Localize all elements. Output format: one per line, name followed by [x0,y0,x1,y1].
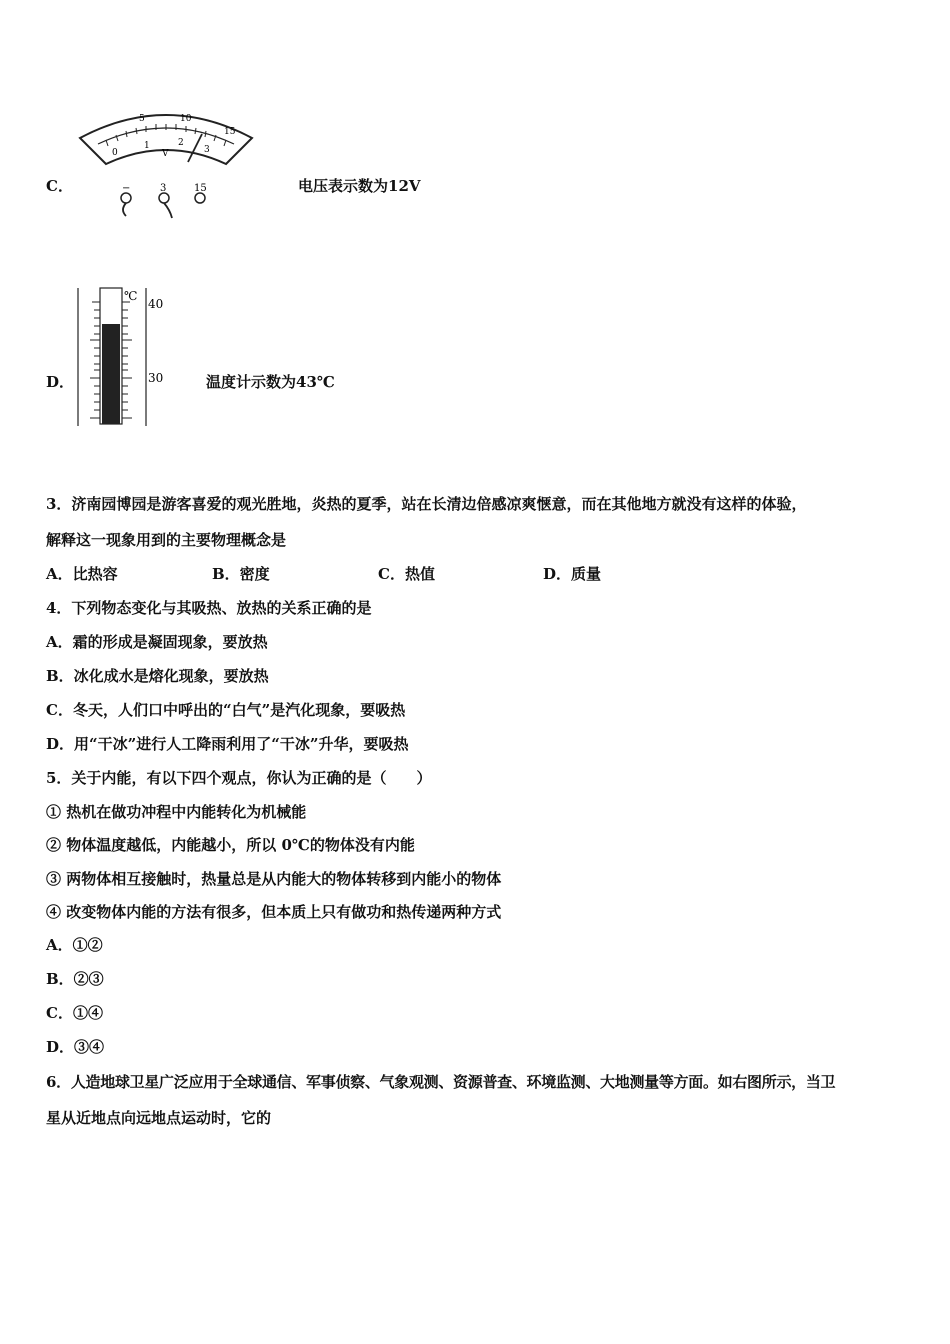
thermo-label-30: 30 [148,371,164,385]
q6-stem-line2: 星从近地点向远地点运动时，它的 [46,1109,272,1127]
upper-tick-5: 5 [139,114,145,124]
q5-point-4: ④ 改变物体内能的方法有很多，但本质上只有做功和热传递两种方式 [46,903,502,921]
meter-needle [188,134,202,162]
terminal-15: 15 [194,183,207,194]
thermometer-figure [72,286,182,432]
unit-label: V [162,149,169,159]
q5-point-1: ① 热机在做功冲程中内能转化为机械能 [46,803,307,821]
q3-option-d: D．质量 [543,565,602,583]
q3-stem-line2: 解释这一现象用到的主要物理概念是 [46,531,287,549]
thermo-unit: ℃ [124,289,138,303]
option-d-letter: D． [46,373,75,391]
upper-tick-15: 15 [224,127,236,137]
lower-tick-3: 3 [204,145,210,155]
q4-stem: 4．下列物态变化与其吸热、放热的关系正确的是 [46,599,372,617]
q3-option-b: B．密度 [212,565,270,583]
q4-option-c: C．冬天，人们口中呼出的“白气”是汽化现象，要吸热 [46,701,406,719]
q6-stem-line1: 6．人造地球卫星广泛应用于全球通信、军事侦察、气象观测、资源普查、环境监测、大地测量等方面。如右图所示，当卫 [46,1073,836,1091]
voltmeter-ticks [106,124,226,146]
q5-point-3: ③ 两物体相互接触时，热量总是从内能大的物体转移到内能小的物体 [46,870,502,888]
upper-tick-10: 10 [180,114,192,124]
q3-stem-line1: 3．济南园博园是游客喜爱的观光胜地，炎热的夏季，站在长清边倍感凉爽惬意，而在其他地方就没有这样的体验， [46,495,807,513]
q5-stem: 5．关于内能，有以下四个观点，你认为正确的是（ ） [46,769,432,787]
q4-option-b: B．冰化成水是熔化现象，要放热 [46,667,269,685]
q5-option-b: B．②③ [46,970,104,988]
mercury-column [102,324,120,424]
terminal-minus: − [122,183,131,194]
voltmeter-figure [76,100,256,229]
thermo-label-40: 40 [148,297,164,311]
lower-tick-0: 0 [112,148,118,158]
lower-tick-2: 2 [178,138,184,148]
q5-option-c: C．①④ [46,1004,103,1022]
q5-point-2: ② 物体温度越低，内能越小，所以 0℃的物体没有内能 [46,836,415,854]
q4-option-a: A．霜的形成是凝固现象，要放热 [46,633,268,651]
option-c-caption: 电压表示数为12V [298,177,421,195]
q3-option-a: A．比热容 [46,565,118,583]
q3-option-c: C．热值 [378,565,435,583]
q5-option-d: D．③④ [46,1038,105,1056]
lower-tick-1: 1 [144,141,150,151]
terminal-3: 3 [160,183,167,194]
option-c-letter: C． [46,177,73,195]
q4-option-d: D．用“干冰”进行人工降雨利用了“干冰”升华，要吸热 [46,735,409,753]
option-d-caption: 温度计示数为43℃ [206,373,335,391]
q5-option-a: A．①② [46,936,103,954]
